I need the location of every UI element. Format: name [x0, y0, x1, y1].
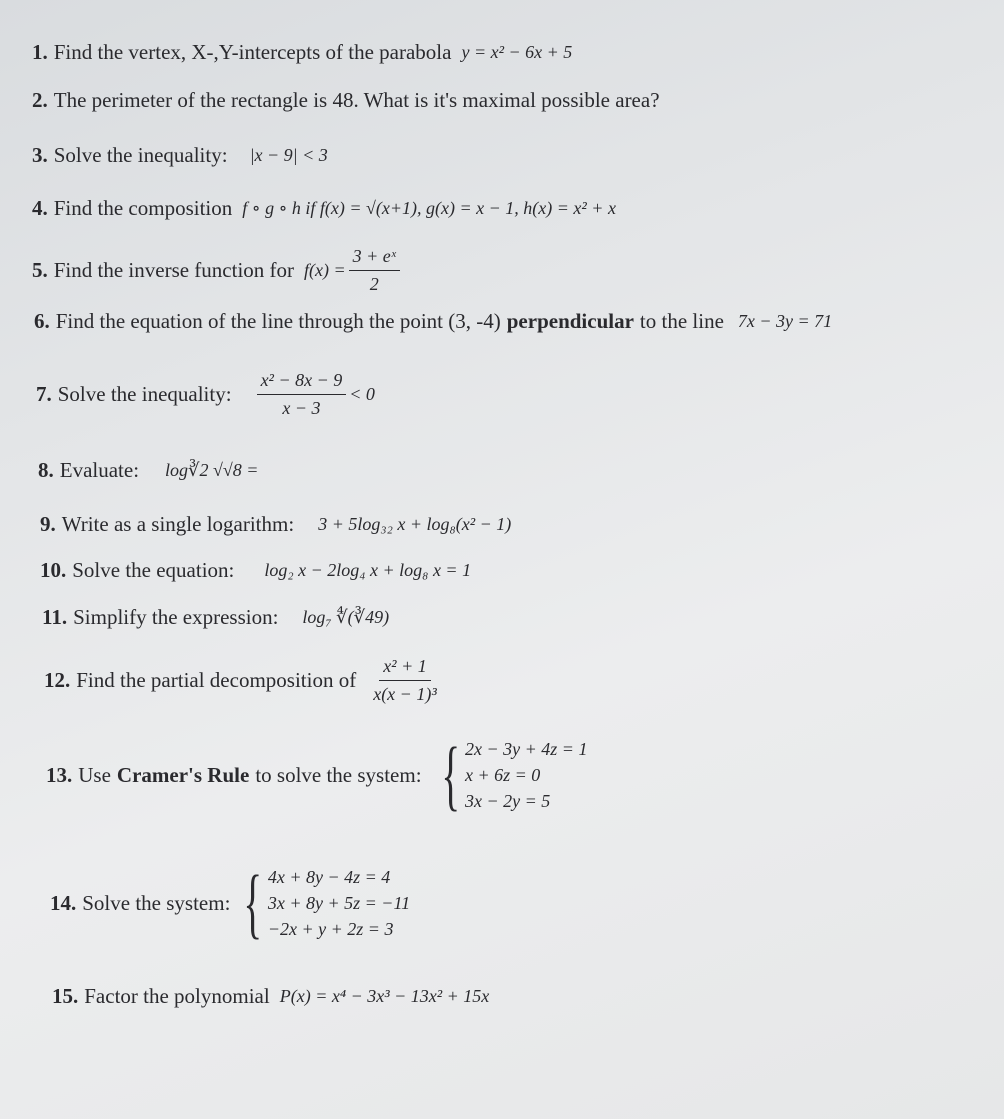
problem-number: 8.	[38, 458, 54, 482]
problem-math: 3 + 5log₃₂ x + log₈(x² − 1)	[318, 514, 512, 534]
problem-text: Find the vertex, X-,Y-intercepts of the parabola	[53, 40, 452, 64]
problem-math: log∛2 √√8 =	[165, 460, 259, 480]
problem-13	[46, 731, 588, 818]
fraction-numerator: x² − 8x − 9	[257, 370, 347, 395]
problem-math: 7x − 3y = 71	[737, 311, 833, 331]
problem-number: 9.	[40, 512, 56, 536]
problem-text: Find the composition	[53, 196, 233, 220]
problem-number: 2.	[32, 88, 48, 112]
problem-text: Find the equation of the line through the point (3, -4)	[55, 309, 501, 333]
problem-6	[34, 309, 832, 334]
problem-text: Write as a single logarithm:	[61, 512, 295, 536]
problem-number: 11.	[42, 605, 68, 629]
fraction	[369, 656, 441, 705]
problem-text: Simplify the expression:	[73, 605, 279, 629]
problem-7	[36, 370, 375, 419]
problem-number: 5.	[32, 258, 48, 282]
problem-number: 3.	[32, 143, 48, 167]
brace-icon: {	[243, 859, 263, 946]
problem-text: Solve the system:	[82, 890, 231, 915]
brace-icon: {	[440, 731, 460, 818]
problem-text: The perimeter of the rectangle is 48. What is it's maximal possible area?	[53, 88, 660, 112]
fraction-denominator: 2	[369, 274, 379, 294]
problem-number: 4.	[32, 196, 48, 220]
problem-math: |x − 9| < 3	[249, 145, 328, 165]
fraction	[257, 370, 347, 419]
problem-text: Find the partial decomposition of	[76, 668, 357, 692]
system-equation: 3x + 8y + 5z = −11	[267, 893, 411, 913]
system-equation: 4x + 8y − 4z = 4	[267, 867, 391, 887]
problem-math: P(x) = x⁴ − 3x³ − 13x² + 15x	[279, 986, 490, 1006]
equation-system	[432, 731, 588, 818]
problem-number: 1.	[32, 40, 48, 64]
problem-text: Factor the polynomial	[84, 984, 270, 1008]
problem-text: Solve the inequality:	[53, 143, 228, 167]
problem-math: log₇ ∜(∛49)	[302, 607, 390, 627]
problem-number: 7.	[36, 382, 52, 406]
problem-1	[32, 40, 572, 65]
problem-14	[50, 859, 411, 946]
problem-number: 15.	[52, 984, 79, 1008]
problem-text: to solve the system:	[255, 762, 422, 787]
problem-10	[40, 558, 471, 583]
system-equation: x + 6z = 0	[465, 765, 541, 785]
fraction-numerator: 3 + eˣ	[349, 246, 400, 271]
fraction-numerator: x² + 1	[379, 656, 431, 681]
problem-15	[52, 984, 489, 1009]
system-equation: 3x − 2y = 5	[465, 791, 551, 811]
fraction	[349, 246, 400, 295]
problem-2	[32, 88, 670, 113]
problem-text: Solve the inequality:	[57, 382, 232, 406]
problem-number: 10.	[40, 558, 67, 582]
problem-text-bold: perpendicular	[506, 309, 634, 333]
problem-4	[32, 196, 616, 221]
problem-9	[40, 512, 511, 537]
problem-text: Evaluate:	[59, 458, 140, 482]
problem-3	[32, 143, 328, 168]
problem-number: 14.	[50, 890, 77, 915]
problem-math-lhs: f(x) =	[304, 260, 346, 280]
problem-math-rhs: < 0	[349, 384, 375, 404]
problem-math: log₂ x − 2log₄ x + log₈ x = 1	[264, 560, 472, 580]
problem-number: 13.	[46, 762, 73, 787]
problem-number: 6.	[34, 309, 50, 333]
problem-8	[38, 458, 258, 483]
problem-11	[42, 605, 389, 630]
problem-math: f ∘ g ∘ h if f(x) = √(x+1), g(x) = x − 1, h(x) = x² + x	[242, 198, 616, 218]
problem-number: 12.	[44, 668, 71, 692]
system-equation: −2x + y + 2z = 3	[267, 919, 394, 939]
fraction-denominator: x − 3	[282, 398, 321, 418]
system-equation: 2x − 3y + 4z = 1	[465, 739, 588, 759]
equation-system	[234, 859, 411, 946]
problem-text: Solve the equation:	[72, 558, 235, 582]
problem-text: to the line	[639, 309, 724, 333]
problem-text: Use	[78, 762, 111, 787]
problem-5	[32, 246, 403, 295]
problem-12	[44, 656, 444, 705]
problem-text-bold: Cramer's Rule	[116, 762, 250, 787]
problem-text: Find the inverse function for	[53, 258, 295, 282]
fraction-denominator: x(x − 1)³	[373, 684, 437, 704]
problem-math: y = x² − 6x + 5	[461, 42, 573, 62]
